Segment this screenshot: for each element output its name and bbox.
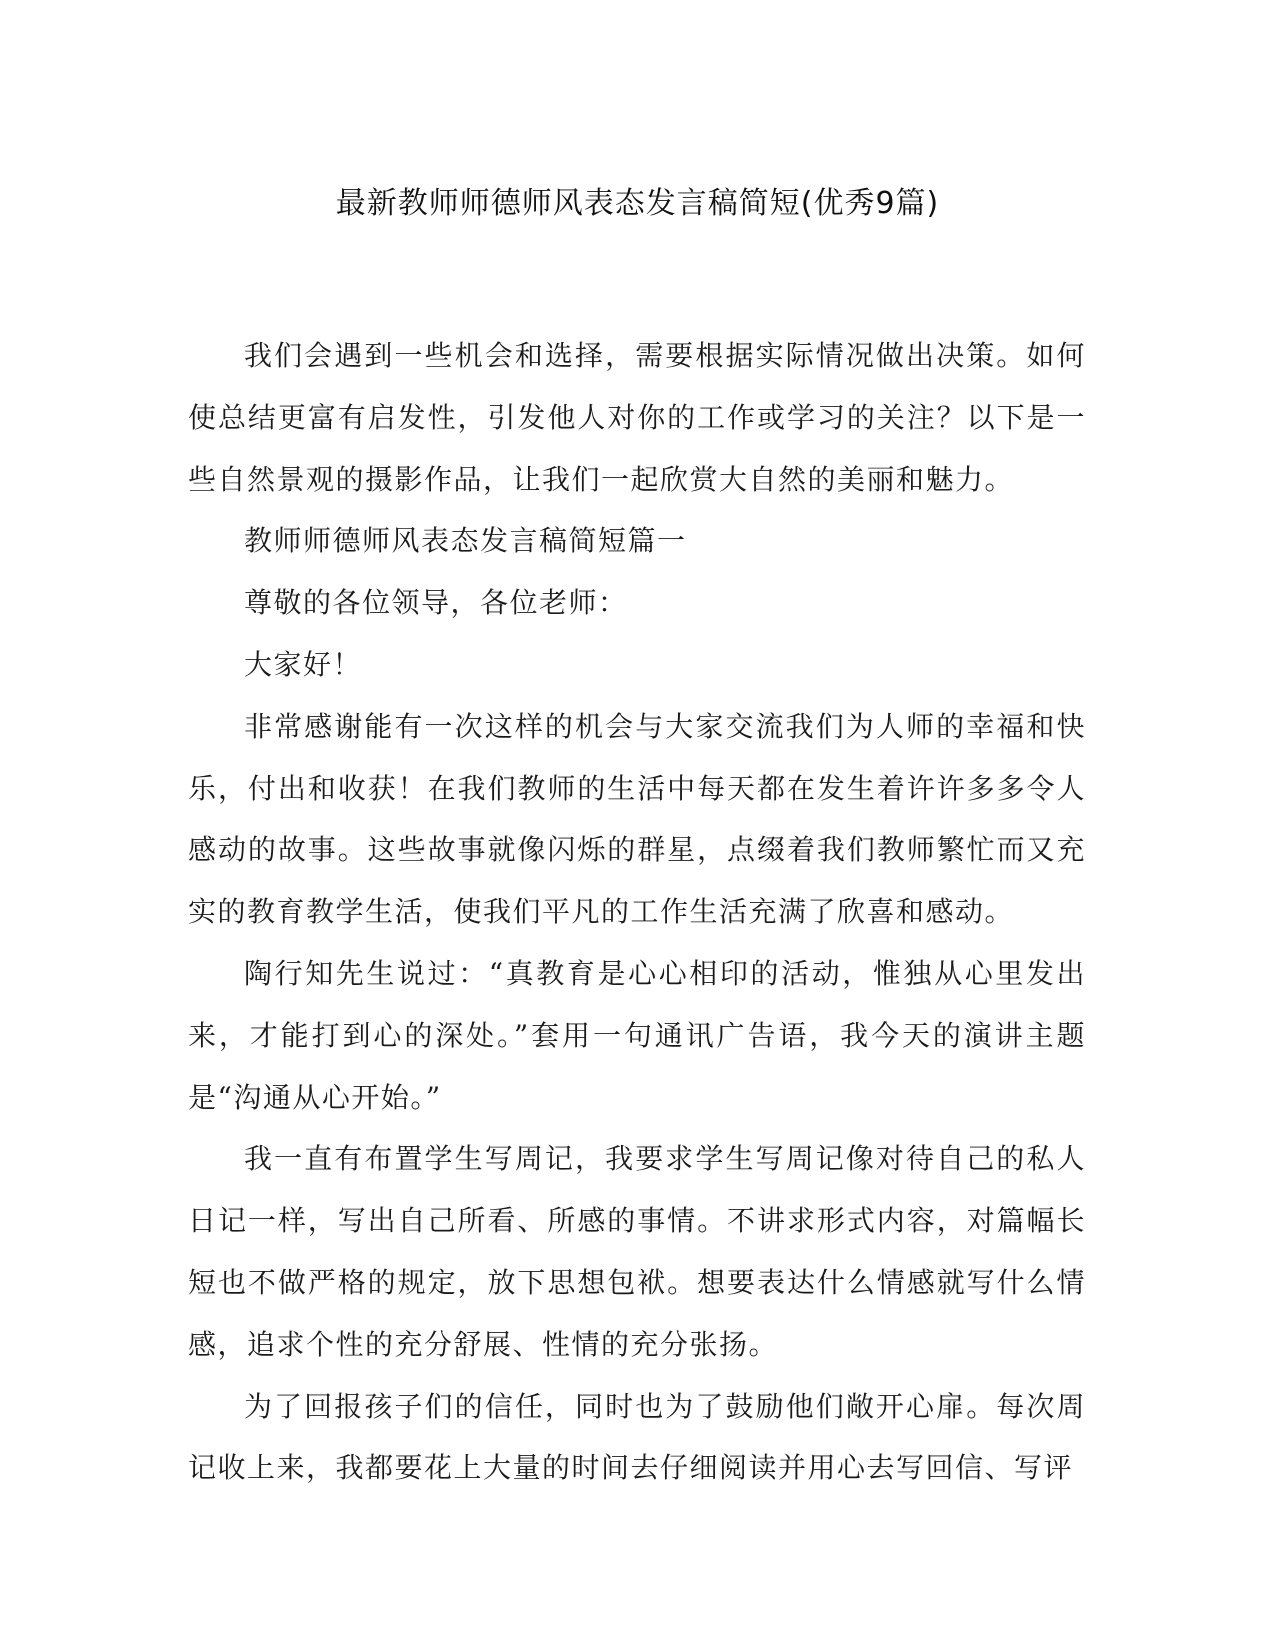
paragraph: 陶行知先生说过：“真教育是心心相印的活动，惟独从心里发出来，才能打到心的深处。”套用一句通讯广告语，我今天的演讲主题是“沟通从心开始。” [188, 956, 1086, 1114]
paragraph: 我一直有布置学生写周记，我要求学生写周记像对待自己的私人日记一样，写出自己所看、所感的事情。不讲求形式内容，对篇幅长短也不做严格的规定，放下思想包袱。想要表达什么情感就写什么情感，追求个性的充分舒展、性情的充分张扬。 [188, 1142, 1086, 1361]
paragraph: 为了回报孩子们的信任，同时也为了鼓励他们敞开心扉。每次周记收上来，我都要花上大量的时间去仔细阅读并用心去写回信、写评 [188, 1389, 1086, 1485]
paragraph: 非常感谢能有一次这样的机会与大家交流我们为人师的幸福和快乐，付出和收获！在我们教师的生活中每天都在发生着许许多多令人感动的故事。这些故事就像闪烁的群星，点缀着我们教师繁忙而又充实的教育教学生活，使我们平凡的工作生活充满了欣喜和感动。 [188, 709, 1086, 929]
paragraph-intro: 我们会遇到一些机会和选择，需要根据实际情况做出决策。如何使总结更富有启发性，引发他人对你的工作或学习的关注？以下是一些自然景观的摄影作品，让我们一起欣赏大自然的美丽和魅力。 [188, 339, 1086, 496]
document-title: 最新教师师德师风表态发言稿简短(优秀9篇) [335, 186, 940, 221]
section-heading: 教师师德师风表态发言稿简短篇一 [244, 524, 687, 558]
document-body [188, 325, 1086, 1499]
greeting: 大家好！ [244, 647, 363, 681]
salutation: 尊敬的各位领导，各位老师： [244, 586, 628, 620]
